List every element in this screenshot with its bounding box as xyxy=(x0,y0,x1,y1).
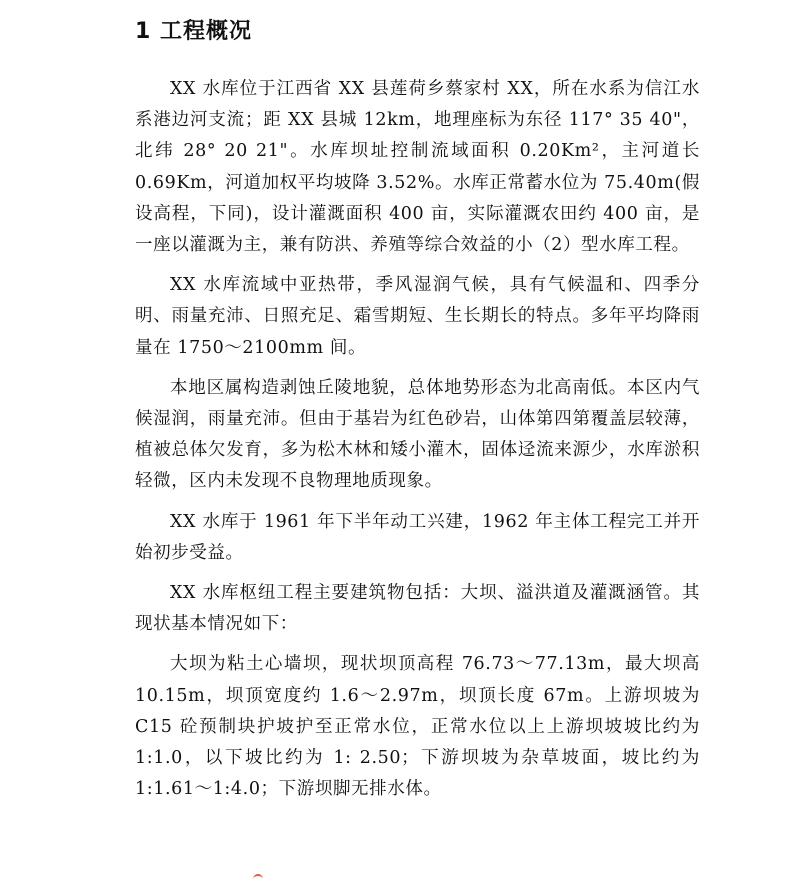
section-title: 1 工程概况 xyxy=(135,19,252,44)
spellcheck-mark xyxy=(253,874,263,884)
body-text xyxy=(135,74,700,805)
paragraph-climate: XX 水库流域中亚热带，季风湿润气候，具有气候温和、四季分明、雨量充沛、日照充足、霜雪期短、生长期长的特点。多年平均降雨量在 1750～2100mm 间。 xyxy=(135,275,700,358)
paragraph-geology: 本地区属构造剥蚀丘陵地貌，总体地势形态为北高南低。本区内气候湿润，雨量充沛。但由于基岩为红色砂岩，山体第四第覆盖层较薄，植被总体欠发育，多为松木林和矮小灌木，固体迳流来源少，水库淤积轻微，区内未发现不良物理地质现象。 xyxy=(135,377,700,492)
paragraph-location: XX 水库位于江西省 XX 县莲荷乡蔡家村 XX，所在水系为信江水系港边河支流；距 XX 县城 12km，地理座标为东径 117° 35 40"，北纬 28° 20 21"。水库坝址控制流域面积 0.20Km²，主河道长 0.69Km，河道加权平均坡降 3.52%。水库正常蓄水位为 75.40m(假设高程，下同)，设计灌溉面积 400 亩，实际灌溉农田约 400 亩，是一座以灌溉为主，兼有防洪、养殖等综合效益的小（2）型水库工程。 xyxy=(135,79,700,256)
paragraph-structures: XX 水库枢纽工程主要建筑物包括：大坝、溢洪道及灌溉涵管。其现状基本情况如下： xyxy=(135,583,700,635)
paragraph-history: XX 水库于 1961 年下半年动工兴建，1962 年主体工程完工并开始初步受益。 xyxy=(135,511,700,563)
paragraph-dam: 大坝为粘土心墙坝，现状坝顶高程 76.73～77.13m，最大坝高 10.15m，坝顶宽度约 1.6～2.97m，坝顶长度 67m。上游坝坡为 C15 砼预制块护坡护至正常水位，正常水位以上上游坝坡坡比约为 1:1.0，以下坡比约为 1: 2.50；下游坝坡为杂草坡面，坡比约为 1:1.61～1:4.0；下游坝脚无排水体。 xyxy=(135,654,700,800)
